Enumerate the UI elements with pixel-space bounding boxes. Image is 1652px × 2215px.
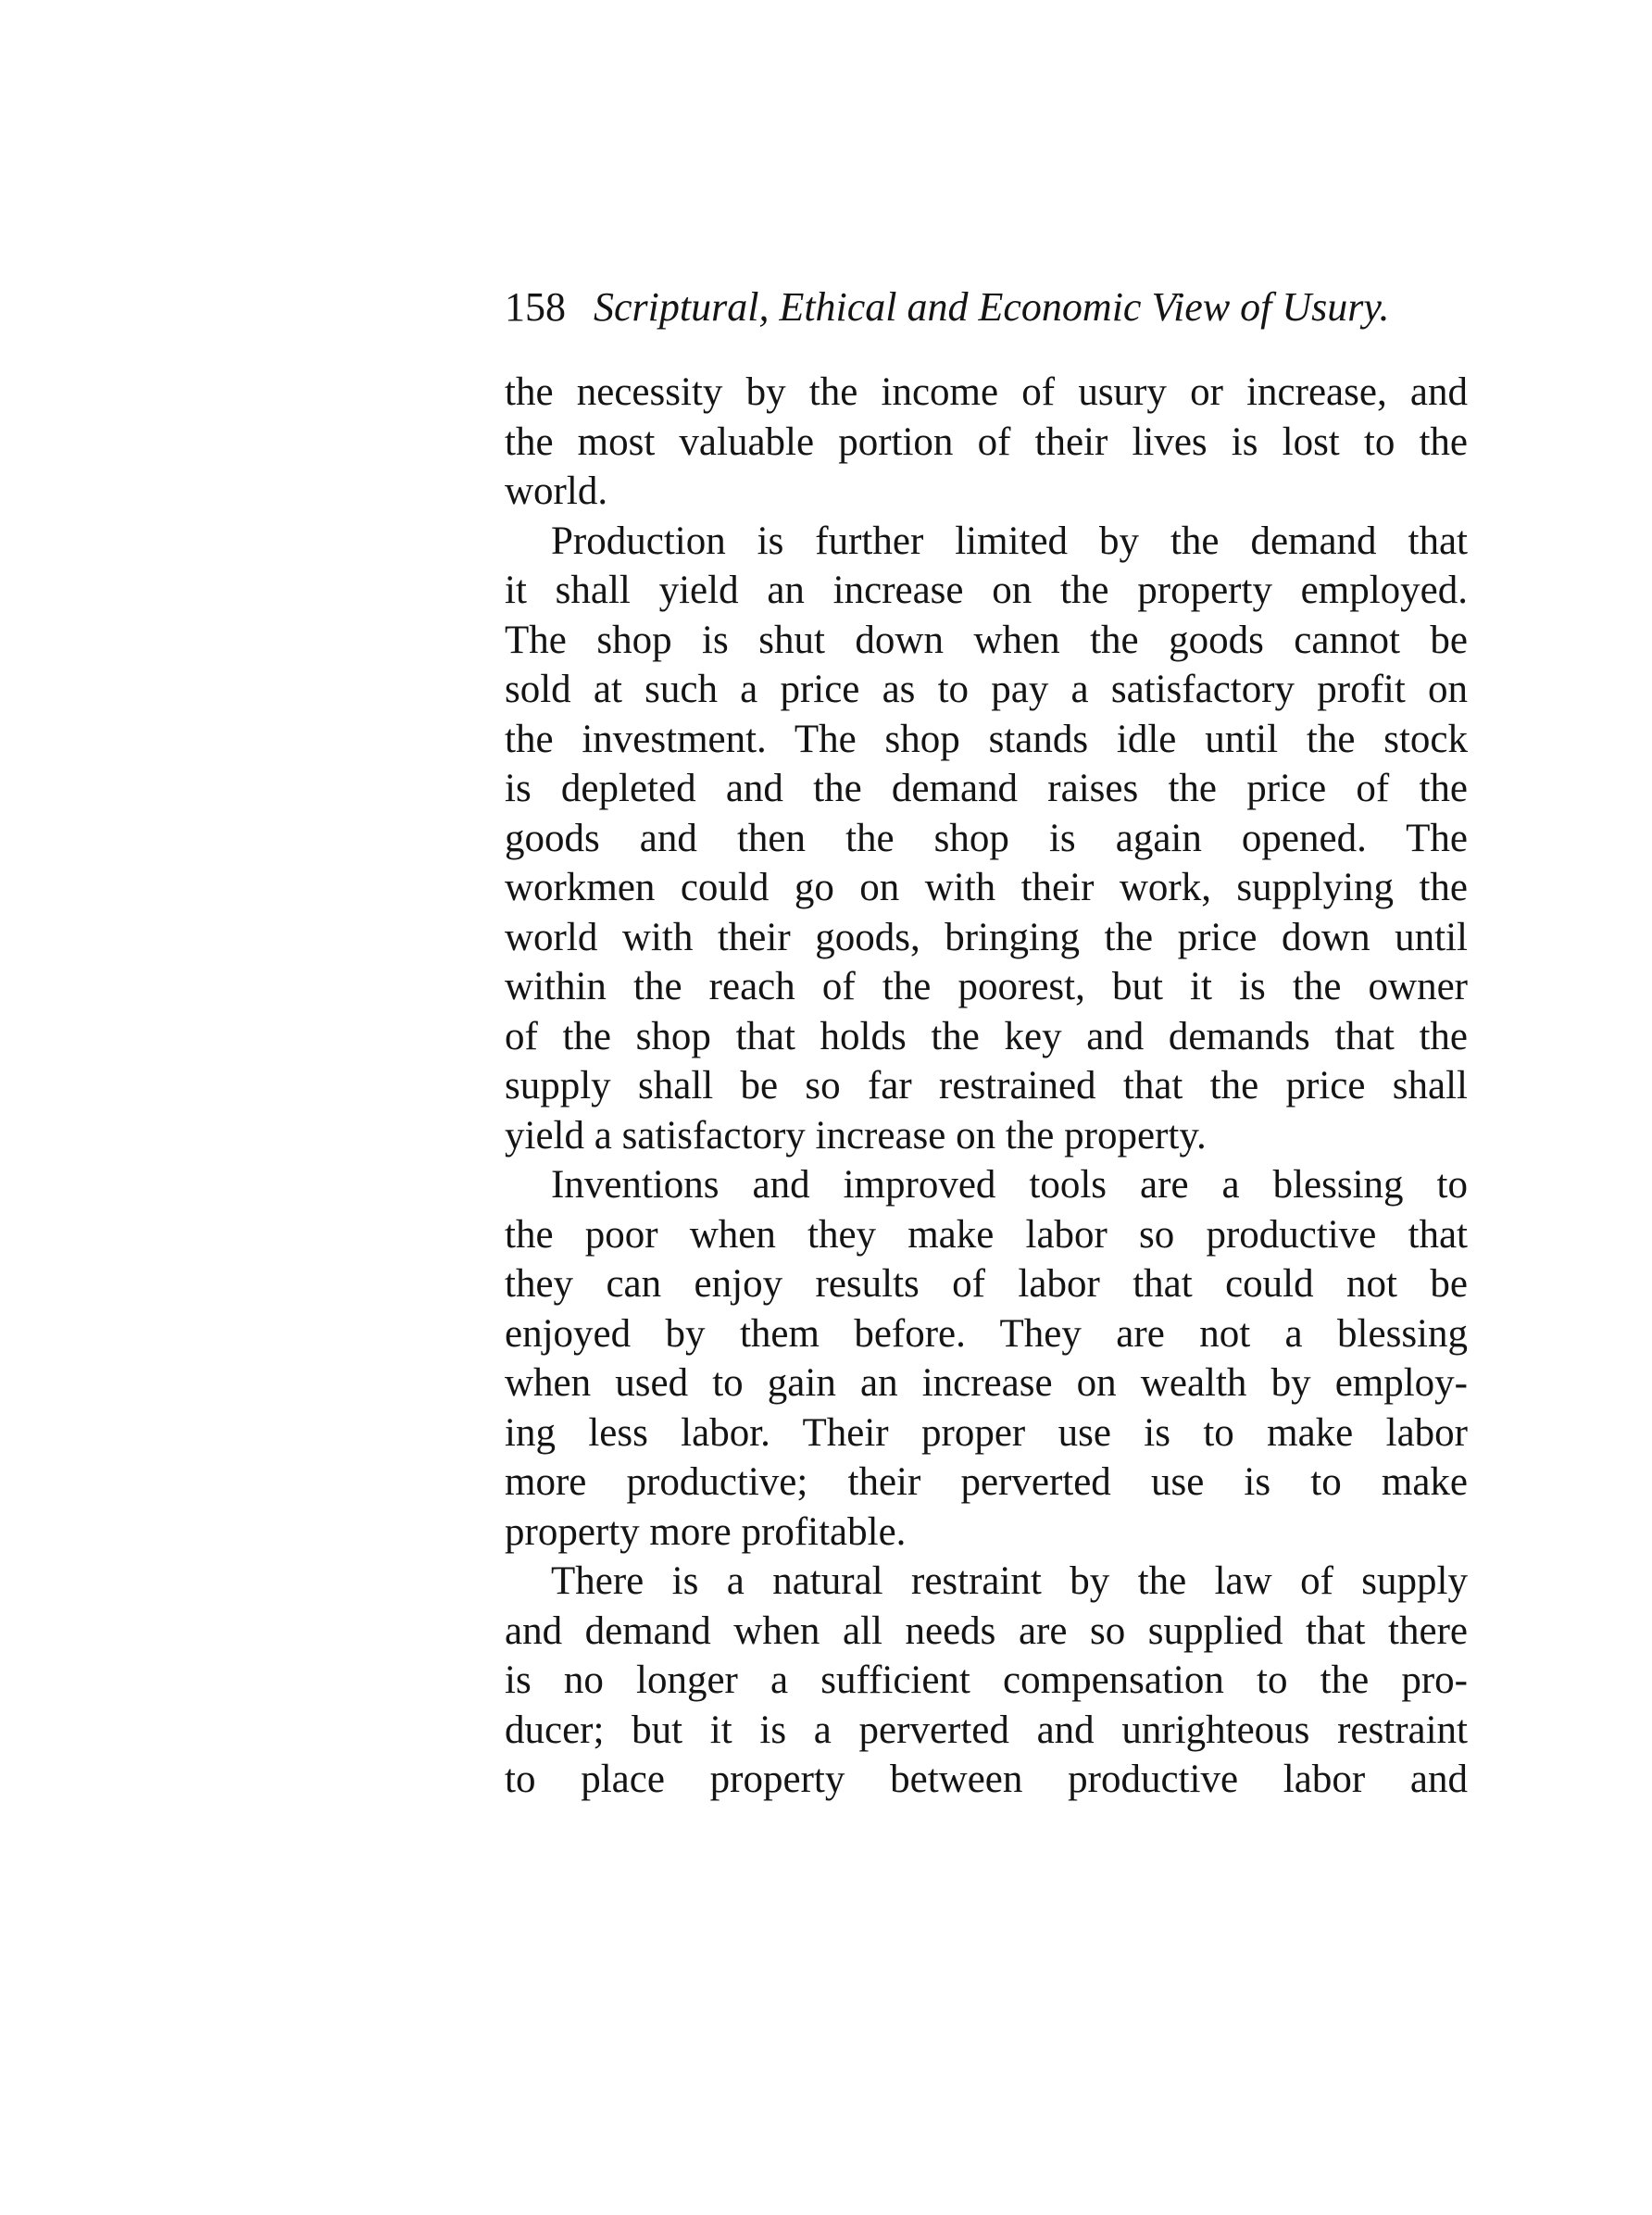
text-line: more productive; their perverted use is to make — [505, 1460, 1468, 1504]
text-line: world with their goods, bringing the price down until — [505, 915, 1468, 959]
text-line: they can enjoy results of labor that could not be — [505, 1262, 1468, 1306]
text-line: the necessity by the income of usury or increase, and — [505, 370, 1468, 414]
text-line: is depleted and the demand raises the price of the — [505, 767, 1468, 810]
text-line: sold at such a price as to pay a satisfactory profit on — [505, 668, 1468, 711]
running-title: Scriptural, Ethical and Economic View of Usury. — [594, 284, 1390, 330]
text-line: yield a satisfactory increase on the property. — [505, 1113, 1207, 1158]
text-line: it shall yield an increase on the property employed. — [505, 569, 1468, 612]
text-line: and demand when all needs are so supplied that there — [505, 1608, 1468, 1653]
text-line: the most valuable portion of their lives is lost to the — [505, 419, 1468, 464]
text-line: when used to gain an increase on wealth by employ- — [505, 1361, 1468, 1405]
text-line: There is a natural restraint by the law of supply — [551, 1559, 1468, 1603]
text-line: of the shop that holds the key and demands that the — [505, 1014, 1468, 1058]
text-line: The shop is shut down when the goods cannot be — [505, 618, 1468, 662]
text-line: property more profitable. — [505, 1509, 907, 1554]
text-line: the poor when they make labor so productive that — [505, 1212, 1468, 1257]
text-line: ducer; but it is a perverted and unrighteous restraint — [505, 1708, 1468, 1752]
body-text — [505, 368, 1468, 1805]
text-line: enjoyed by them before. They are not a blessing — [505, 1311, 1468, 1356]
text-line: Inventions and improved tools are a blessing to — [551, 1163, 1468, 1207]
text-line: the investment. The shop stands idle until the stock — [505, 717, 1468, 761]
text-line: world. — [505, 469, 608, 513]
text-line: ing less labor. Their proper use is to make labor — [505, 1410, 1468, 1455]
text-line: to place property between productive labor and — [505, 1758, 1468, 1801]
page-number: 158 — [505, 284, 566, 330]
text-line: Production is further limited by the demand that — [551, 519, 1468, 563]
text-line: within the reach of the poorest, but it is the owner — [505, 965, 1468, 1008]
text-line: goods and then the shop is again opened. The — [505, 816, 1468, 860]
running-header — [505, 280, 1468, 335]
text-line: supply shall be so far restrained that the price shall — [505, 1064, 1468, 1108]
text-line: workmen could go on with their work, supplying the — [505, 866, 1468, 909]
text-line: is no longer a sufficient compensation to the pro- — [505, 1658, 1468, 1702]
